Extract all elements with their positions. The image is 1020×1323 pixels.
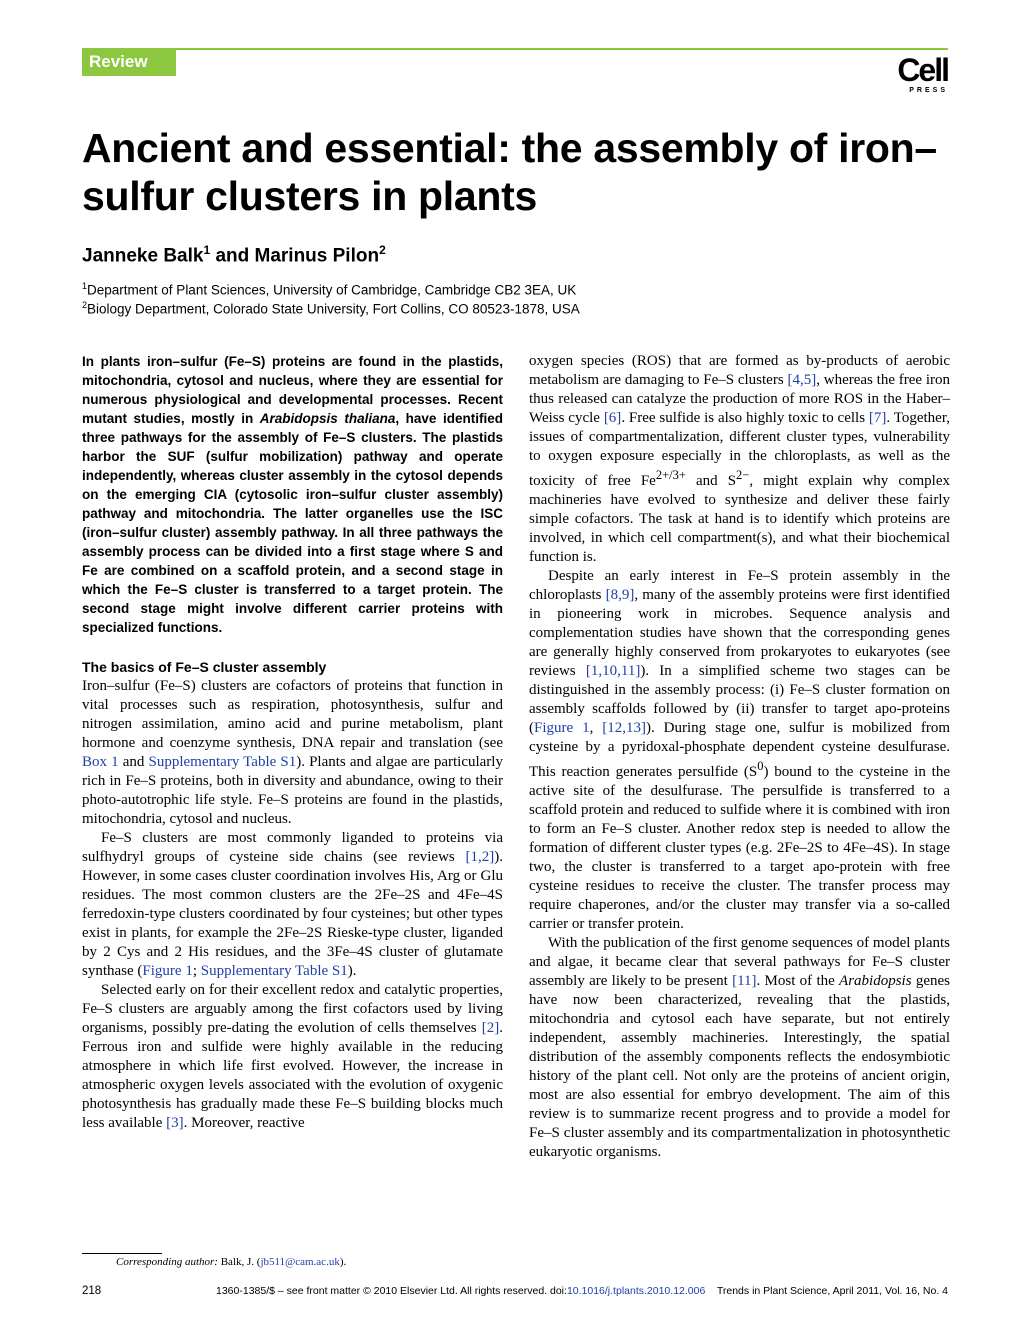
- abstract: In plants iron–sulfur (Fe–S) proteins are found in the plastids, mitochondria, cytosol and nucleus, where they are essential for numerous physiological and developmental processes. Recent mutant studies, mostly in Arabidopsis thaliana, have identified three pathways for the assembly of Fe–S clusters. The plastids harbor the SUF (sulfur mobilization) pathway and operate independently, whereas cluster assembly in the cytosol depends on the emerging CIA (cytosolic iron–sulfur cluster assembly) pathway and mitochondria. The latter organelles use the ISC (iron–sulfur cluster) assembly pathway. In all three pathways the assembly process can be divided into a first stage where S and Fe are combined on a scaffold protein, and a second stage in which the Fe–S cluster is transferred to a target protein. The second stage might involve different carrier proteins with specialized functions.: [82, 354, 503, 635]
- body-paragraph: With the publication of the first genome sequences of model plants and algae, it became clear that several pathways for Fe–S cluster assembly are likely to be present [11]. Most of the Arabidopsis genes have now been characterized, revealing that the plastids, mitochondria and cytosol each have separate, but not entirely independent, assembly machineries. Interestingly, the spatial distribution of the assembly components reflects the endosymbiotic history of the plant cell. Not only are the proteins of ancient origin, most are also essential for embryo development. The aim of this review is to summarize recent progress and to provide a model for Fe–S cluster assembly and its compartmentalization in photosynthetic eukaryotic organisms.: [529, 935, 950, 1160]
- superscript: 2+/3+: [655, 468, 686, 482]
- body-paragraph: Iron–sulfur (Fe–S) clusters are cofactors of proteins that function in vital processes such as respiration, photosynthesis, sulfur and nitrogen assimilation, amino acid and purine metabolism, plant hormone and coenzyme synthesis, DNA repair and translation (see Box 1 and Supplementary Table S1). Plants and algae are particularly rich in Fe–S proteins, both in diversity and abundance, owing to their photo-autotrophic life style. Fe–S proteins are found in the plastids, mitochondria, cytosol and nucleus.: [82, 678, 503, 827]
- citation-link[interactable]: [12,13]: [602, 720, 646, 736]
- section-heading: The basics of Fe–S cluster assembly: [82, 659, 327, 675]
- citation-link[interactable]: [4,5]: [787, 372, 817, 388]
- affiliation: [82, 281, 576, 298]
- right-column: [529, 352, 950, 1162]
- page-number: 218: [82, 1285, 102, 1297]
- footnote-label: Corresponding author:: [116, 1256, 218, 1268]
- figure-link[interactable]: Figure 1: [142, 963, 193, 979]
- citation-link[interactable]: [3]: [166, 1115, 184, 1131]
- affiliation-text: Biology Department, Colorado State University, Fort Collins, CO 80523-1878, USA: [87, 301, 580, 317]
- header-rule: [176, 48, 948, 50]
- logo-word: Cell: [897, 52, 948, 88]
- section-label: Review: [82, 48, 176, 76]
- body-paragraph: Despite an early interest in Fe–S protein assembly in the chloroplasts [8,9], many of the assembly proteins were first identified in pioneering work in microbes. Sequence analysis and complementation studies have shown that the corresponding genes are generally highly conserved from prokaryotes to eukaryotes (see reviews [1,10,11]). In a simplified scheme two stages can be distinguished in the assembly process: (i) Fe–S cluster formation on assembly scaffolds followed by (ii) transfer to target apo-proteins (Figure 1, [12,13]). During stage one, sulfur is mobilized from cysteine by a pyridoxal-phosphate dependent cysteine desulfurase. This reaction generates persulfide $(S^0)$ bound to the cysteine in the active site of the desulfurase. The persulfide is transferred to a scaffold protein and reduced to sulfide where it is combined with iron to form an Fe–S cluster. Another redox step is needed to allow the formation of different cluster types (e.g. 2Fe–2S to 4Fe–4S). In stage two, the cluster is transferred to a target apo-protein with free cysteine residues to receive the cluster. The transfer process may require chaperones, and/or the cluster may transfer via a so-called carrier or transfer protein.: [529, 568, 950, 932]
- citation-link[interactable]: [2]: [481, 1020, 500, 1036]
- body-paragraph: oxygen species (ROS) that are formed as by-products of aerobic metabolism are damaging to Fe–S clusters [4,5], whereas the free iron thus released can catalyze the production of more ROS in the Haber–Weiss cycle [6]. Free sulfide is also highly toxic to cells [7]. Together, issues of compartmentalization, different cluster types, vulnerability to oxygen exposure especially in the chloroplasts, as well as the toxicity of free $Fe^{2+/3+}$ and $S^{2-}$, might explain why complex machineries have evolved to synthesize and deliver these fairly simple cofactors. The task at hand is to identify which proteins are involved, in which cell compartment(s), and what their biochemical function is.: [529, 353, 951, 565]
- corresponding-author-note: Corresponding author: Balk, J. (jb511@cam.ac.uk).: [116, 1256, 347, 1268]
- species-name: Arabidopsis thaliana: [259, 411, 396, 426]
- figure-link[interactable]: Figure 1: [534, 720, 590, 736]
- email-link[interactable]: jb511@cam.ac.uk: [260, 1256, 340, 1268]
- supplementary-link[interactable]: Supplementary Table S1: [148, 754, 297, 770]
- logo-sub: PRESS: [909, 87, 948, 94]
- superscript: 0: [757, 759, 764, 773]
- citation-link[interactable]: [1,2]: [465, 849, 495, 865]
- author-name: Marinus Pilon: [254, 245, 380, 267]
- species-name: Arabidopsis: [839, 973, 912, 989]
- journal-citation: Trends in Plant Science, April 2011, Vol. 16, No. 4: [716, 1285, 948, 1297]
- copyright-doi: 1360-1385/$ – see front matter © 2010 Elsevier Ltd. All rights reserved. doi:10.1016/j.tplants.2010.12.006: [216, 1285, 706, 1297]
- box-link[interactable]: Box 1: [82, 754, 119, 770]
- left-column: [82, 352, 503, 1133]
- cell-press-logo: [897, 54, 948, 94]
- author-affil-mark: 1: [203, 243, 211, 257]
- article-title: Ancient and essential: the assembly of iron–sulfur clusters in plants: [82, 125, 937, 219]
- footnote-rule: [82, 1253, 162, 1254]
- citation-link[interactable]: [7]: [868, 410, 887, 426]
- supplementary-link[interactable]: Supplementary Table S1: [200, 963, 348, 979]
- author-joiner: and: [215, 245, 250, 267]
- affiliation: [82, 300, 580, 317]
- author-affil-mark: 2: [379, 243, 386, 257]
- citation-link[interactable]: [1,10,11]: [585, 663, 641, 679]
- doi-link[interactable]: 10.1016/j.tplants.2010.12.006: [566, 1285, 706, 1297]
- superscript: 2−: [736, 468, 750, 482]
- author-name: Janneke Balk: [82, 245, 204, 267]
- body-paragraph: Selected early on for their excellent redox and catalytic properties, Fe–S clusters are arguably among the first cofactors used by living organisms, possibly pre-dating the evolution of cells themselves [2]. Ferrous iron and sulfide were highly available in the reducing atmosphere in which life first evolved. However, the increase in atmospheric oxygen levels associated with the evolution of oxygenic photosynthesis has gradually made these Fe–S building blocks much less available [3]. Moreover, reactive: [82, 982, 503, 1131]
- citation-link[interactable]: [6]: [603, 410, 622, 426]
- affiliation-mark: 2: [82, 300, 88, 310]
- body-paragraph: Fe–S clusters are most commonly liganded to proteins via sulfhydryl groups of cysteine side chains (see reviews [1,2]). However, in some cases cluster coordination involves His, Arg or Glu residues. The most common clusters are the 2Fe–2S and 4Fe–4S ferredoxin-type clusters coordinated by four cysteines; but other types exist in plants, for example the 2Fe–2S Rieske-type cluster, liganded by 2 Cys and 2 His residues, and the 3Fe–4S cluster of glutamate synthase (Figure 1; Supplementary Table S1).: [82, 830, 503, 979]
- citation-link[interactable]: [11]: [732, 973, 757, 989]
- affiliation-mark: 1: [82, 281, 88, 291]
- citation-link[interactable]: [8,9]: [605, 587, 635, 603]
- author-list: [82, 243, 386, 267]
- affiliation-text: Department of Plant Sciences, University of Cambridge, Cambridge CB2 3EA, UK: [87, 282, 577, 298]
